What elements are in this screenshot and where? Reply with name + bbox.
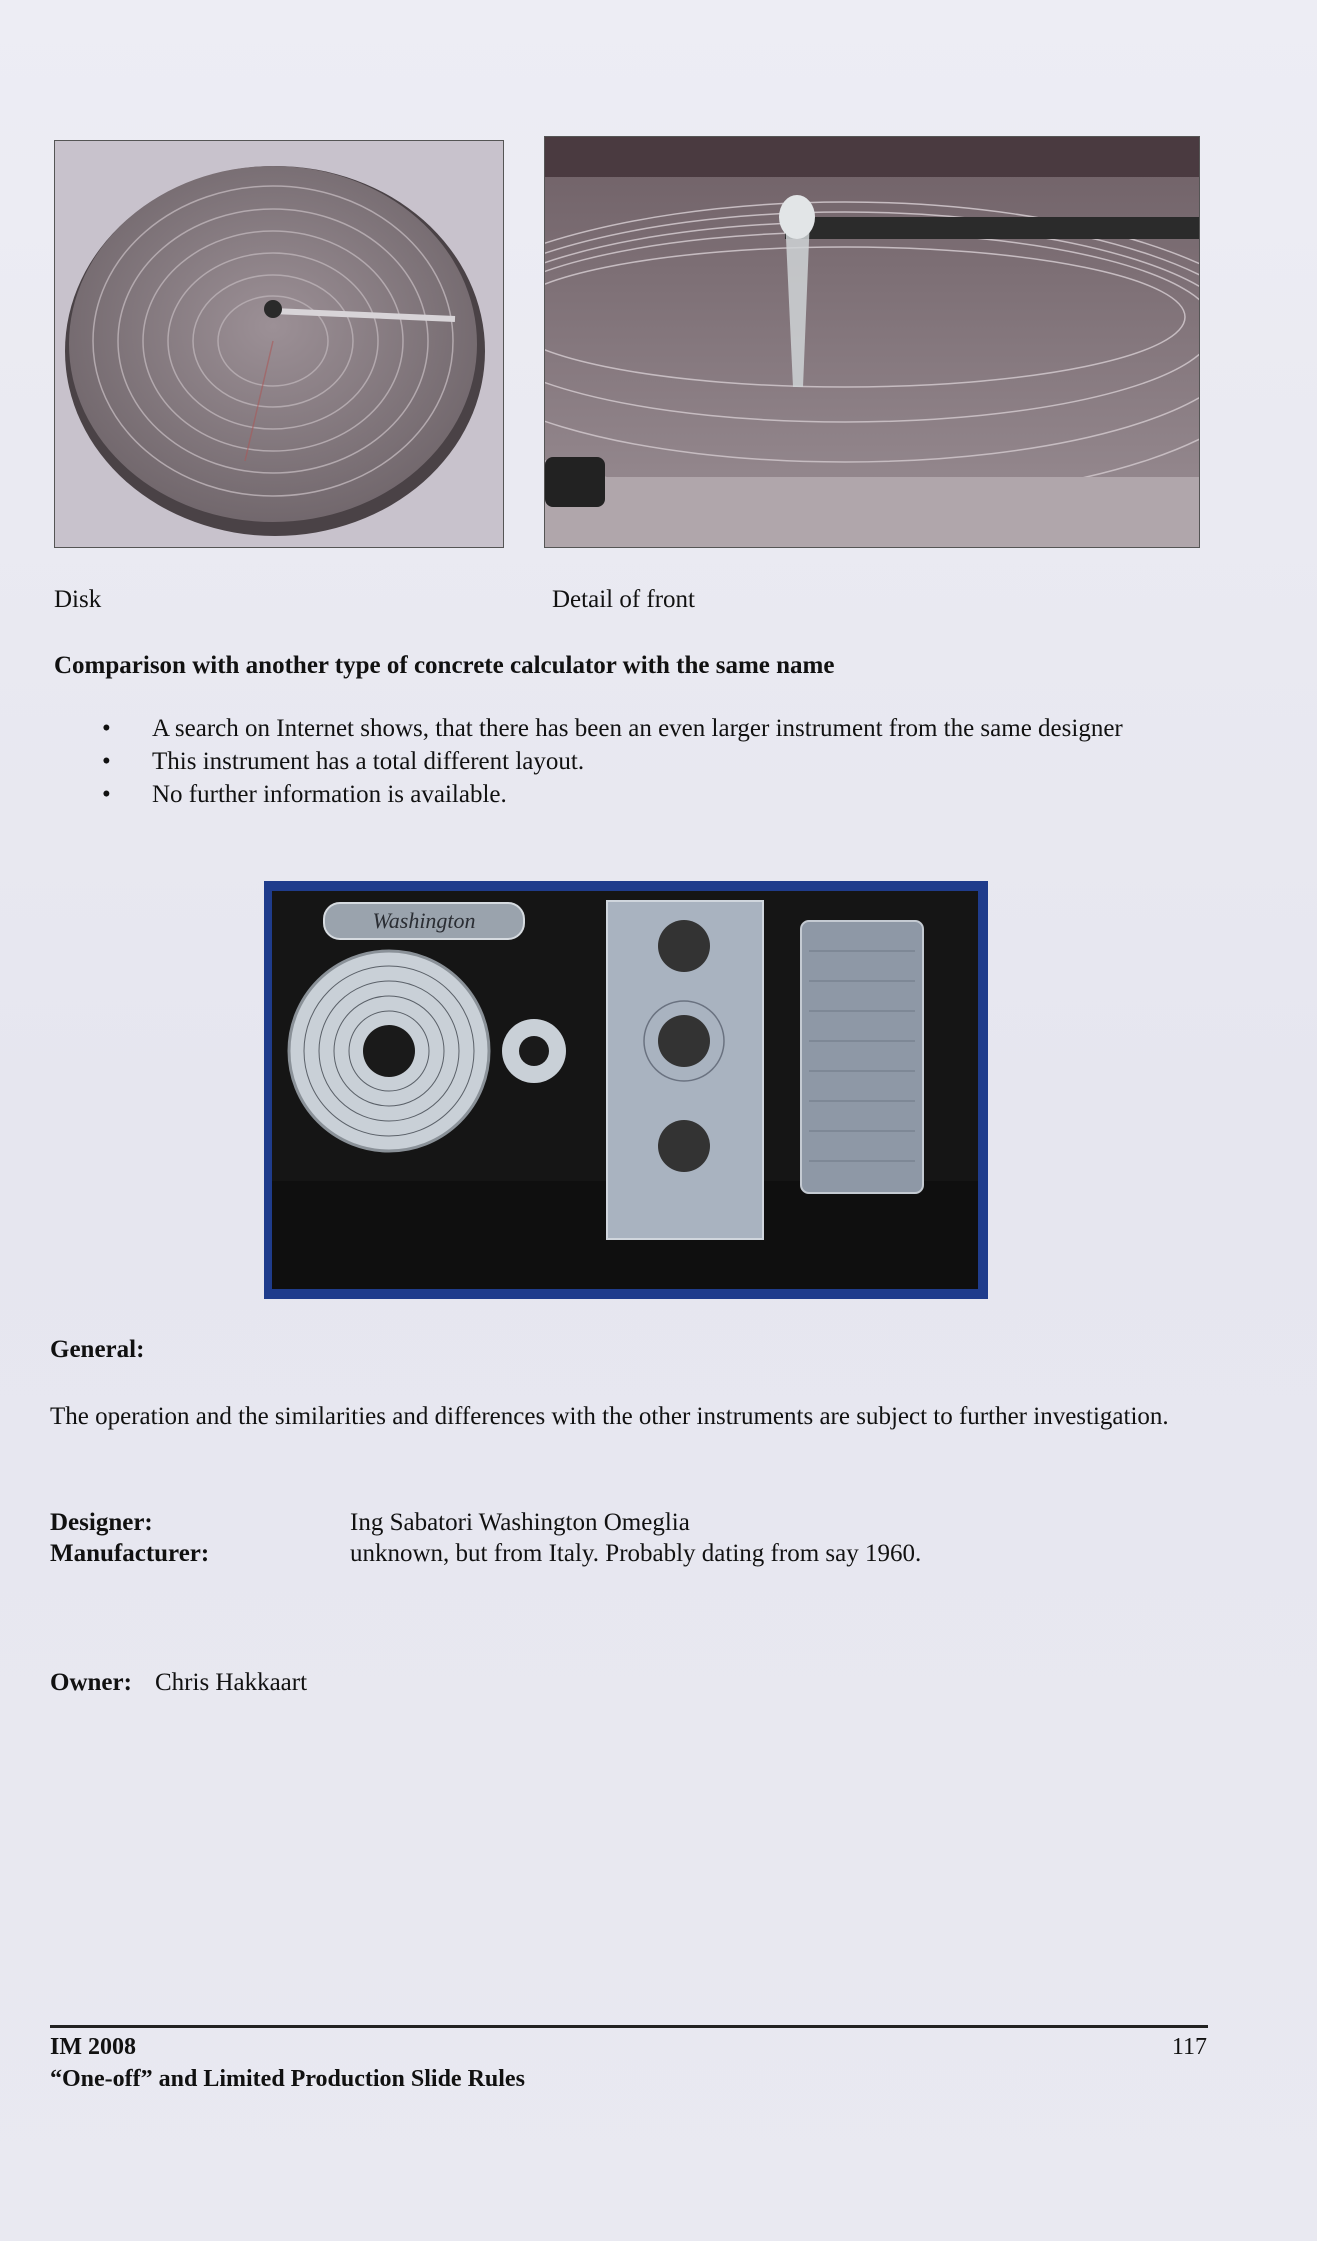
manufacturer-label: Manufacturer:	[50, 1540, 210, 1567]
owner-label: Owner:	[50, 1669, 132, 1696]
designer-value: Ing Sabatori Washington Omeglia	[350, 1509, 690, 1536]
brand-label: Washington	[372, 908, 476, 933]
page-number: 117	[1171, 2034, 1207, 2060]
bullet-item: • This instrument has a total different layout.	[96, 745, 1206, 778]
bullet-item: • A search on Internet shows, that there has been an even larger instrument from the same designer	[96, 712, 1206, 745]
footer-rule	[50, 2025, 1208, 2028]
instrument-photo	[264, 881, 988, 1299]
instrument-image	[264, 881, 988, 1299]
comparison-bullet-list	[96, 712, 1206, 811]
general-paragraph: The operation and the similarities and differences with the other instruments are subject to further investigation.	[50, 1403, 1169, 1430]
detail-image	[545, 137, 1199, 547]
disk-caption: Disk	[54, 586, 102, 613]
disk-image	[55, 141, 503, 547]
footer-journal: IM 2008	[50, 2034, 136, 2060]
designer-label: Designer:	[50, 1509, 153, 1536]
bullet-item: • No further information is available.	[96, 778, 1206, 811]
footer-title: “One-off” and Limited Production Slide Rules	[50, 2066, 525, 2092]
detail-photo	[544, 136, 1200, 548]
general-heading: General:	[50, 1336, 145, 1363]
owner-value: Chris Hakkaart	[155, 1669, 308, 1696]
detail-caption: Detail of front	[552, 586, 696, 613]
disk-photo	[54, 140, 504, 548]
manufacturer-value: unknown, but from Italy. Probably dating from say 1960.	[350, 1540, 922, 1567]
comparison-heading: Comparison with another type of concrete calculator with the same name	[54, 652, 835, 679]
